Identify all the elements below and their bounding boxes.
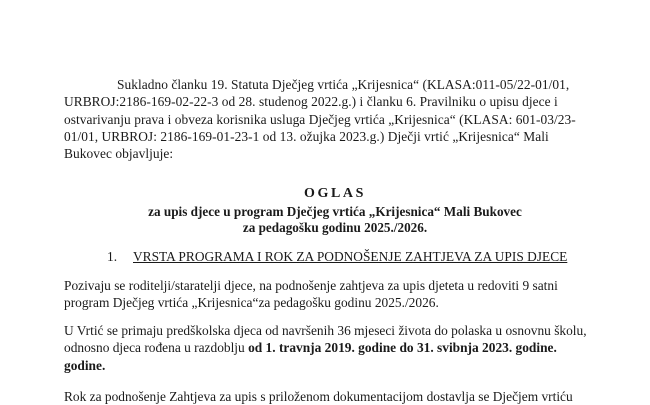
paragraph-line: U Vrtić se primaju predškolska djeca od navršenih 36 mjeseci života do polaska u osnovnu školu, — [64, 323, 587, 338]
announcement-subtitle: za upis djece u program Dječjeg vrtića „Krijesnica“ Mali Bukovec — [148, 204, 522, 219]
deadline-paragraph — [64, 388, 624, 405]
paragraph-line: Rok za podnošenje Zahtjeva za upis s priloženom dokumentacijom dostavlja se Dječjem vrtiću — [64, 389, 573, 404]
paragraph-line: godine. — [64, 357, 106, 373]
eligibility-paragraph — [64, 322, 624, 374]
intro-line-5: Bukovec objavljuje: — [64, 146, 174, 162]
section-heading — [107, 249, 567, 265]
section-title: VRSTA PROGRAMA I ROK ZA PODNOŠENJE ZAHTJEVA ZA UPIS DJECE — [133, 249, 568, 264]
intro-line-1: Sukladno članku 19. Statuta Dječjeg vrtića „Krijesnica“ (KLASA:011-05/22-01/01, — [117, 77, 570, 92]
paragraph-line: program Dječjeg vrtića „Krijesnica“za pedagošku godinu 2025./2026. — [64, 295, 439, 311]
intro-line-4: 01/01, URBROJ: 2186-169-01-23-1 od 13. ožujka 2023.g.) Dječji vrtić „Krijesnica“ Mali — [64, 128, 549, 144]
invitation-paragraph — [64, 277, 624, 312]
date-range: od 1. travnja 2019. godine do 31. svibnja 2023. godine. — [248, 340, 557, 356]
announcement-title: OGLAS — [303, 186, 366, 201]
paragraph-line: odnosno djeca rođena u razdoblju od 1. travnja 2019. godine do 31. svibnja 2023. godine. — [64, 340, 557, 356]
announcement-year: za pedagošku godinu 2025./2026. — [242, 220, 428, 235]
intro-paragraph — [64, 76, 624, 162]
paragraph-line: Pozivaju se roditelji/staratelji djece, na podnošenje zahtjeva za upis djeteta u redoviti 9 satni — [64, 278, 558, 293]
section-number: 1. — [107, 249, 118, 264]
intro-line-3: ostvarivanju prava i obveza korisnika usluga Dječjeg vrtića „Krijesnica“ (KLASA: 601-03/23- — [64, 111, 576, 127]
intro-line-2: URBROJ:2186-169-02-22-3 od 28. studenog 2022.g.) i članku 6. Pravilniku o upisu djece i — [64, 94, 558, 110]
